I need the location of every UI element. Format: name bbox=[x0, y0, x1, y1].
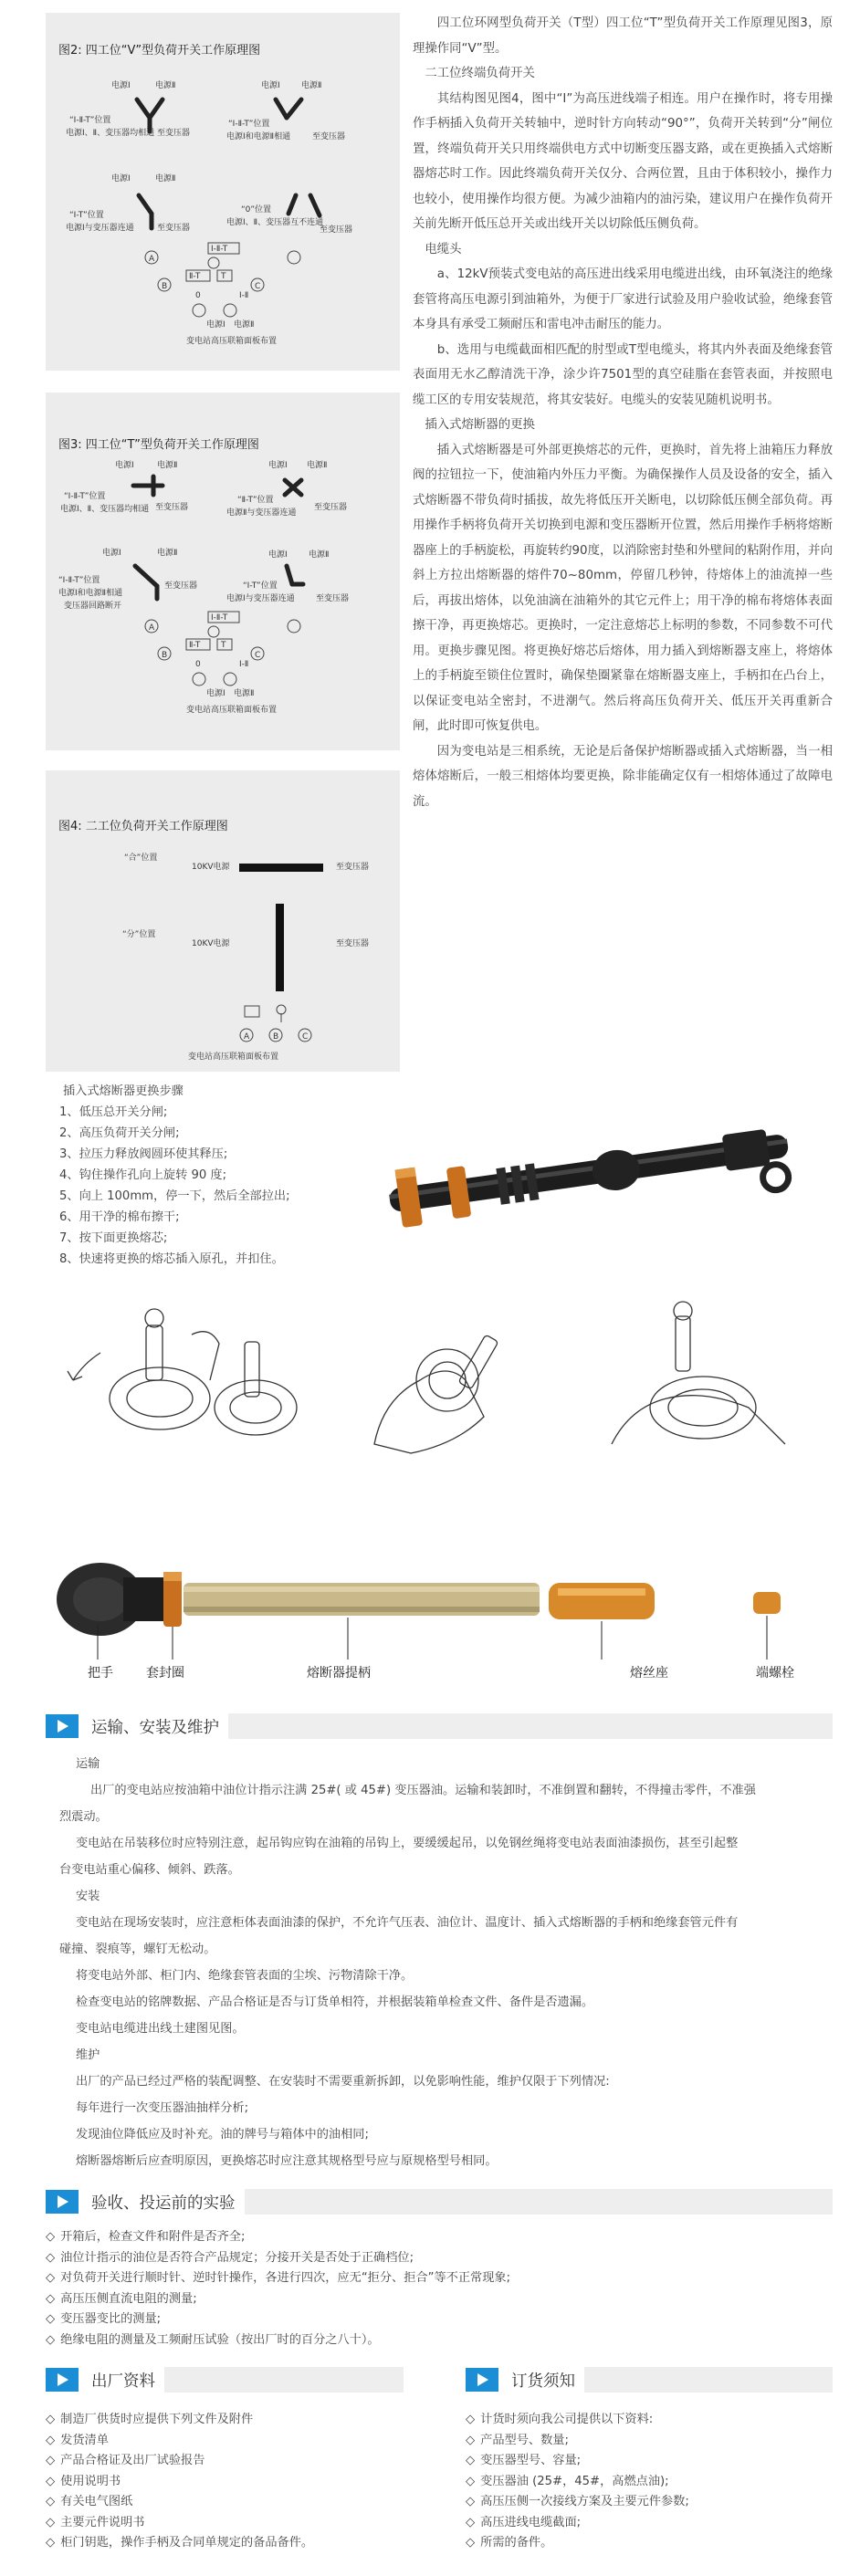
diagram-label: 电源Ⅰ bbox=[268, 550, 288, 560]
diagram-label: 至变压器 bbox=[157, 224, 191, 233]
step-item: 1、低压总开关分闸; bbox=[59, 1105, 168, 1119]
diagram-label: B bbox=[162, 282, 168, 291]
paragraph: 四工位环网型负荷开关（T型）四工位“T”型负荷开关工作原理见图3，原理操作同“V”型。 bbox=[413, 16, 833, 56]
diagram-label: 变电站高压联箱面板布置 bbox=[188, 1052, 279, 1062]
diagram-label: 电源Ⅱ bbox=[307, 461, 328, 470]
step-item: 5、向上 100mm，停一下，然后全部拉出; bbox=[59, 1189, 290, 1203]
diagram-label: 电源Ⅱ bbox=[301, 81, 322, 90]
diamond-icon: ◇ bbox=[466, 2515, 476, 2529]
diamond-icon: ◇ bbox=[466, 2413, 476, 2426]
play-arrow-icon bbox=[46, 1714, 79, 1738]
diagram-label: 至变压器 bbox=[336, 863, 370, 872]
diagram-label: A bbox=[149, 623, 155, 633]
diagram-label: 电源Ⅰ、Ⅱ、变压器均相通 bbox=[66, 129, 155, 138]
section-rule bbox=[164, 2367, 404, 2393]
list-item bbox=[466, 2431, 689, 2452]
diagram-label: 电源Ⅱ bbox=[309, 550, 330, 560]
section-rule bbox=[228, 1713, 833, 1739]
section-title: 订货须知 bbox=[511, 2372, 575, 2391]
diamond-icon: ◇ bbox=[46, 2495, 56, 2508]
text-line: 运输 bbox=[76, 1757, 100, 1771]
diagram-label: 电源Ⅱ bbox=[155, 174, 176, 183]
steps-title: 插入式熔断器更换步骤 bbox=[63, 1084, 184, 1098]
diamond-icon: ◇ bbox=[46, 2454, 56, 2467]
diagram-label: 至变压器 bbox=[157, 129, 191, 138]
diagram-label: T bbox=[221, 272, 226, 281]
list-item-text: 变压器油 (25#，45#，高燃点油); bbox=[480, 2474, 669, 2488]
list-item bbox=[466, 2533, 689, 2554]
diagram-label: 至变压器 bbox=[314, 503, 348, 512]
diagram-label: “Ⅰ-Ⅱ-T”位置 bbox=[64, 492, 106, 501]
play-arrow-icon bbox=[46, 2190, 79, 2214]
diagram-label: Ⅱ-T bbox=[189, 641, 201, 650]
part-label-fuse-handle: 熔断器提柄 bbox=[307, 1666, 371, 1681]
part-label-seal-ring: 套封圈 bbox=[146, 1666, 184, 1681]
list-item-text: 对负荷开关进行顺时针、逆时针操作，各进行四次，应无“拒分、拒合”等不正常现象; bbox=[60, 2271, 511, 2285]
diagram-label: 电源Ⅱ与变压器连通 bbox=[226, 508, 297, 518]
section-header-transport bbox=[46, 1713, 833, 1739]
list-item bbox=[466, 2410, 689, 2431]
diagram-label: 电源Ⅰ bbox=[206, 689, 225, 698]
diagram-label: 至变压器 bbox=[312, 132, 346, 141]
list-item-text: 油位计指示的油位是否符合产品规定；分接开关是否处于正确档位; bbox=[60, 2250, 414, 2265]
step-item: 2、高压负荷开关分闸; bbox=[59, 1126, 180, 1140]
list-item bbox=[46, 2330, 510, 2351]
text-line: 出厂的产品已经过严格的装配调整、在安装时不需要重新拆卸，以免影响性能，维护仅限于下列情况: bbox=[76, 2075, 610, 2089]
diagram-label: 电源Ⅱ bbox=[234, 689, 255, 698]
diamond-icon: ◇ bbox=[46, 2474, 56, 2488]
diagram-title: 图2: 四工位“V”型负荷开关工作原理图 bbox=[58, 44, 261, 58]
diagram-label: 电源Ⅰ和电源Ⅱ相通 bbox=[58, 589, 123, 598]
list-item bbox=[46, 2513, 313, 2534]
section-header-acceptance bbox=[46, 2189, 833, 2215]
play-arrow-icon bbox=[46, 2368, 79, 2392]
section-title: 出厂资料 bbox=[91, 2372, 155, 2391]
part-label-fuse-seat: 熔丝座 bbox=[630, 1666, 668, 1681]
diagram-label: Ⅱ-T bbox=[189, 272, 201, 281]
text-line: 检查变电站的铭牌数据、产品合格证是否与订货单相符，并根据装箱单检查文件、备件是否遗漏。 bbox=[76, 1995, 594, 2009]
list-item-text: 绝缘电阻的测量及工频耐压试验（按出厂时的百分之八十）。 bbox=[60, 2332, 380, 2347]
section-title: 验收、投运前的实验 bbox=[91, 2194, 236, 2213]
list-item-text: 所需的备件。 bbox=[480, 2536, 553, 2550]
list-item-text: 高压压侧一次接线方案及主要元件参数; bbox=[480, 2495, 689, 2508]
diagram-panel-v-type bbox=[46, 13, 400, 371]
list-item bbox=[46, 2268, 510, 2289]
text-line: 碰撞、裂痕等，螺钉无松动。 bbox=[59, 1942, 216, 1956]
paragraph: b、选用与电缆截面相匹配的肘型或T型电缆头，将其内外表面及绝缘套管表面用无水乙醇清洗干净，涂少许7501型的真空硅脂在套管表面，并按照电缆工区的专用安装规范，将其安装好。电缆头的安装见随机说明书。 bbox=[413, 342, 833, 407]
two-position-switch-diagram bbox=[46, 770, 400, 1072]
factory-docs-list bbox=[46, 2410, 313, 2554]
diamond-icon: ◇ bbox=[466, 2495, 476, 2508]
diagram-label: “Ⅰ-T”位置 bbox=[69, 211, 104, 220]
right-text-column bbox=[413, 11, 833, 814]
text-line: 烈震动。 bbox=[59, 1810, 108, 1824]
subheading: 二工位终端负荷开关 bbox=[425, 67, 535, 80]
text-line: 出厂的变电站应按油箱中油位计指示注满 25#( 或 45#) 变压器油。运输和装卸时，不准倒置和翻转，不得撞击零件，不准强 bbox=[90, 1784, 756, 1797]
diagram-title: 图4: 二工位负荷开关工作原理图 bbox=[58, 820, 228, 833]
diagram-label: Ⅰ-Ⅱ-T bbox=[211, 245, 228, 254]
diagram-label: C bbox=[302, 1032, 309, 1042]
text-line: 熔断器熔断后应查明原因，更换熔芯时应注意其规格型号应与原规格型号相同。 bbox=[76, 2154, 498, 2168]
list-item bbox=[46, 2492, 313, 2513]
text-line: 台变电站重心偏移、倾斜、跌落。 bbox=[59, 1863, 240, 1877]
list-item-text: 产品型号、数量; bbox=[480, 2433, 569, 2447]
diagram-label: C bbox=[255, 651, 261, 660]
diagram-label: 10KV电源 bbox=[192, 939, 230, 948]
list-item-text: 制造厂供货时应提供下列文件及附件 bbox=[60, 2413, 254, 2426]
diagram-label: 电源Ⅰ bbox=[268, 461, 288, 470]
diagram-label: 至变压器 bbox=[164, 581, 198, 591]
diagram-label: 电源Ⅱ bbox=[155, 81, 176, 90]
list-item-text: 产品合格证及出厂试验报告 bbox=[60, 2454, 205, 2467]
play-arrow-icon bbox=[466, 2368, 498, 2392]
list-item bbox=[466, 2513, 689, 2534]
list-item-text: 柜门钥匙，操作手柄及合同单规定的备品备件。 bbox=[60, 2536, 314, 2550]
paragraph: 插入式熔断器是可外部更换熔芯的元件，更换时，首先将上油箱压力释放阀的拉钮拉一下，使油箱内外压力平衡。为确保操作人员及设备的安全，插入式熔断器不带负荷时插拔，故先将低压开关断电，以切除低压侧全部负荷。再用操作手柄将负荷开关切换到电源和变压器断开位置，然后用操作手柄将熔断器座上的手柄旋松，再旋转约90度，以消除密封垫和外壁间的粘附作用，并向斜上方拉出熔断器的熔件70~80mm，停留几秒钟，待熔体上的油流掉一些后，再拔出熔体，以免油滴在油箱外的其它元件上；用干净的棉布将熔体表面擦干净，再更换熔芯。更换时，一定注意熔芯上标明的参数，不同参数不可代用。更换步骤见图。将更换好熔芯后熔体，用力插入到熔断器支座上，将熔体上的手柄旋至锁住位置时，确保垫圈紧靠在熔断器支座上，手柄扣在凸台上，以保证变电站全密封，不进潮气。然后将高压负荷开关、低压开关再重新合闸，此时即可恢复供电。 bbox=[413, 443, 833, 733]
diamond-icon: ◇ bbox=[466, 2454, 476, 2467]
list-item-text: 计货时须向我公司提供以下资料: bbox=[480, 2413, 654, 2426]
step-item: 8、快速将更换的熔芯插入原孔，并扣住。 bbox=[59, 1252, 284, 1266]
diagram-label: 电源Ⅰ bbox=[115, 461, 134, 470]
v-type-switch-diagram bbox=[46, 13, 400, 371]
diagram-label: “Ⅰ-Ⅱ-T”位置 bbox=[69, 116, 111, 125]
diagram-label: 电源Ⅰ bbox=[111, 81, 131, 90]
section-rule bbox=[245, 2189, 834, 2215]
diagram-label: Ⅰ-Ⅱ bbox=[239, 660, 249, 669]
step-item: 3、拉压力释放阀圆环使其释压; bbox=[59, 1147, 228, 1161]
list-item bbox=[46, 2248, 510, 2269]
diamond-icon: ◇ bbox=[46, 2271, 56, 2285]
diagram-label: “Ⅰ-T”位置 bbox=[243, 581, 278, 591]
diagram-label: “Ⅰ-Ⅱ-T”位置 bbox=[58, 576, 100, 585]
replacement-step-sketches bbox=[64, 1298, 831, 1471]
list-item bbox=[46, 2289, 510, 2310]
diagram-title: 图3: 四工位“T”型负荷开关工作原理图 bbox=[58, 438, 259, 452]
list-item bbox=[466, 2451, 689, 2472]
diagram-label: 0 bbox=[195, 660, 201, 669]
diagram-label: 电源Ⅰ bbox=[102, 549, 121, 558]
diagram-label: C bbox=[255, 282, 261, 291]
acceptance-list bbox=[46, 2227, 510, 2351]
diagram-label: “分”位置 bbox=[122, 930, 156, 939]
diagram-label: A bbox=[149, 255, 155, 264]
list-item bbox=[46, 2533, 313, 2554]
list-item bbox=[46, 2451, 313, 2472]
diagram-label: B bbox=[162, 651, 168, 660]
list-item-text: 变压器变比的测量; bbox=[60, 2312, 162, 2326]
text-line: 安装 bbox=[76, 1890, 100, 1903]
paragraph: 其结构图见图4，图中“I”为高压进线端子相连。用户在操作时，将专用操作手柄插入负荷开关转轴中，逆时针方向转动“90°”，负荷开关转到“分”闸位置，终端负荷开关只用终端供电方式中切断变压器支路，或在更换插入式熔断器熔芯时工作。因此终端负荷开关仅分、合两位置，且由于体积较小，操作力也较小，使用操作均很方便。为减少油箱内的油污染，建议用户在操作负荷开关前先断开低压总开关或出线开关以切除低压侧负荷。 bbox=[413, 91, 833, 231]
t-type-switch-diagram bbox=[46, 393, 400, 750]
diagram-label: 电源Ⅰ、Ⅱ、变压器互不连通 bbox=[226, 218, 324, 227]
fuse-replacement-steps bbox=[59, 1081, 370, 1270]
paragraph: a、12kV预装式变电站的高压进出线采用电缆进出线，由环氧浇注的绝缘套管将高压电源引到油箱外，为便于厂家进行试验及用户验收试验，绝缘套管本身具有承受工频耐压和雷电冲击耐压的能力。 bbox=[413, 267, 833, 331]
list-item bbox=[46, 2472, 313, 2493]
diagram-label: 10KV电源 bbox=[192, 863, 230, 872]
diagram-label: 电源Ⅰ、Ⅱ、变压器均相通 bbox=[60, 505, 150, 514]
diamond-icon: ◇ bbox=[46, 2312, 56, 2326]
step-item: 6、用干净的棉布擦干; bbox=[59, 1210, 180, 1224]
diagram-label: 电源Ⅰ与变压器连通 bbox=[226, 594, 295, 603]
diagram-label: 变电站高压联箱面板布置 bbox=[186, 706, 278, 715]
diamond-icon: ◇ bbox=[46, 2515, 56, 2529]
diagram-label: B bbox=[273, 1032, 279, 1042]
diagram-label: “Ⅰ-Ⅱ-T”位置 bbox=[228, 120, 270, 129]
ordering-list bbox=[466, 2410, 689, 2554]
part-label-handle: 把手 bbox=[88, 1666, 113, 1681]
diagram-label: T bbox=[221, 641, 226, 650]
diamond-icon: ◇ bbox=[46, 2413, 56, 2426]
section-header-ordering bbox=[466, 2367, 833, 2393]
text-line: 将变电站外部、柜门内、绝缘套管表面的尘埃、污物清除干净。 bbox=[76, 1969, 414, 1983]
diagram-label: 至变压器 bbox=[336, 939, 370, 948]
diagram-label: 电源Ⅰ与变压器连通 bbox=[66, 224, 134, 233]
list-item bbox=[46, 2309, 510, 2330]
list-item-text: 变压器型号、容量; bbox=[480, 2454, 582, 2467]
list-item-text: 高压压侧直流电阻的测量; bbox=[60, 2291, 197, 2306]
diagram-label: 电源Ⅰ bbox=[261, 81, 280, 90]
list-item bbox=[46, 2431, 313, 2452]
text-line: 变电站在吊装移位时应特别注意，起吊钩应钩在油箱的吊钩上，要缓缓起吊，以免钢丝绳将变电站表面油漆损伤，甚至引起整 bbox=[76, 1837, 739, 1850]
diagram-label: 变电站高压联箱面板布置 bbox=[186, 337, 278, 346]
step-item: 4、钩住操作孔向上旋转 90 度; bbox=[59, 1168, 227, 1182]
step-item: 7、按下面更换熔芯; bbox=[59, 1231, 168, 1245]
section-rule bbox=[584, 2367, 833, 2393]
diagram-label: “Ⅱ-T”位置 bbox=[237, 496, 274, 505]
list-item-text: 发货清单 bbox=[60, 2433, 109, 2447]
list-item bbox=[466, 2492, 689, 2513]
list-item-text: 高压进线电缆截面; bbox=[480, 2515, 582, 2529]
diamond-icon: ◇ bbox=[466, 2433, 476, 2447]
list-item-text: 开箱后，检查文件和附件是否齐全; bbox=[60, 2230, 246, 2244]
diagram-label: Ⅰ-Ⅱ bbox=[239, 291, 249, 300]
diagram-label: 变压器回路断开 bbox=[64, 602, 122, 611]
diagram-panel-t-type bbox=[46, 393, 400, 750]
diagram-panel-two-position bbox=[46, 770, 400, 1072]
fuse-parts-photo bbox=[50, 1515, 844, 1670]
text-line: 每年进行一次变压器油抽样分析; bbox=[76, 2101, 249, 2115]
diamond-icon: ◇ bbox=[46, 2433, 56, 2447]
diagram-label: 至变压器 bbox=[316, 594, 350, 603]
fuse-assembly-photo bbox=[361, 1081, 844, 1272]
section-title: 运输、安装及维护 bbox=[91, 1718, 219, 1737]
diagram-label: 至变压器 bbox=[155, 503, 189, 512]
diagram-label: Ⅰ-Ⅱ-T bbox=[211, 613, 228, 623]
diamond-icon: ◇ bbox=[46, 2230, 56, 2244]
diamond-icon: ◇ bbox=[466, 2474, 476, 2488]
diamond-icon: ◇ bbox=[46, 2291, 56, 2306]
list-item-text: 使用说明书 bbox=[60, 2474, 121, 2488]
diagram-label: 0 bbox=[195, 291, 201, 300]
diamond-icon: ◇ bbox=[466, 2536, 476, 2550]
diagram-label: 电源Ⅱ bbox=[157, 549, 178, 558]
text-line: 变电站电缆进出线土建图见图。 bbox=[76, 2022, 245, 2036]
subheading: 插入式熔断器的更换 bbox=[425, 418, 535, 432]
diamond-icon: ◇ bbox=[46, 2332, 56, 2347]
diagram-label: 电源Ⅰ和电源Ⅱ相通 bbox=[226, 132, 291, 141]
list-item-text: 主要元件说明书 bbox=[60, 2515, 145, 2529]
diagram-label: A bbox=[244, 1032, 250, 1042]
diagram-label: 电源Ⅰ bbox=[111, 174, 131, 183]
diagram-label: 电源Ⅰ bbox=[206, 320, 225, 330]
list-item bbox=[466, 2472, 689, 2493]
diagram-label: 电源Ⅱ bbox=[157, 461, 178, 470]
text-line: 变电站在现场安装时，应注意柜体表面油漆的保护，不允许气压表、油位计、温度计、插入式熔断器的手柄和绝缘套管元件有 bbox=[76, 1916, 739, 1930]
list-item bbox=[46, 2227, 510, 2248]
diagram-label: 至变压器 bbox=[320, 225, 353, 235]
section-header-factory-docs bbox=[46, 2367, 404, 2393]
subheading: 电缆头 bbox=[425, 242, 462, 257]
paragraph: 因为变电站是三相系统，无论是后备保护熔断器或插入式熔断器，当一相熔体熔断后，一般三相熔体均要更换，除非能确定仅有一相熔体通过了故障电流。 bbox=[413, 744, 833, 809]
list-item-text: 有关电气图纸 bbox=[60, 2495, 133, 2508]
diagram-label: “合”位置 bbox=[124, 853, 158, 863]
diagram-label: 电源Ⅱ bbox=[234, 320, 255, 330]
part-label-end-bolt: 端螺栓 bbox=[756, 1666, 794, 1681]
diagram-label: “0”位置 bbox=[241, 205, 272, 215]
text-line: 维护 bbox=[76, 2048, 100, 2062]
text-line: 发现油位降低应及时补充。油的牌号与箱体中的油相同; bbox=[76, 2128, 369, 2141]
diamond-icon: ◇ bbox=[46, 2250, 56, 2265]
list-item bbox=[46, 2410, 313, 2431]
diamond-icon: ◇ bbox=[46, 2536, 56, 2550]
transport-install-maintenance-text bbox=[59, 1751, 835, 2174]
